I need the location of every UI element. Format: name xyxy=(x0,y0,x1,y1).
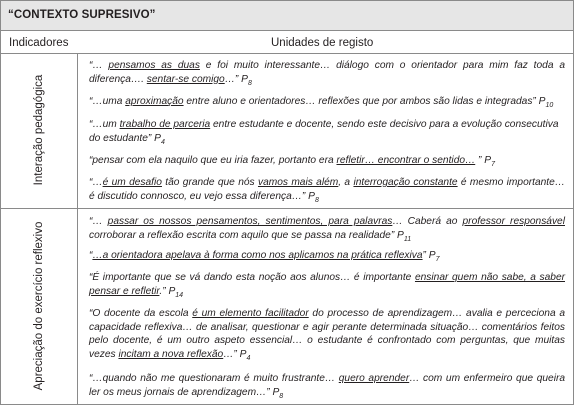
category-apreciacao: Apreciação do exercício reflexivo xyxy=(33,221,45,391)
table-title-bar xyxy=(1,1,573,31)
header-unidades: Unidades de registo xyxy=(271,37,374,49)
row-divider xyxy=(1,208,573,209)
unit-2: “…uma aproximação entre aluno e orientadores… reflexões que por ambos são lidas e integradas” $P_{10}$ xyxy=(89,96,554,109)
unit-9: “O docente da escola é um elemento facilitador do processo de aprendizagem… avalia e perceciona a capacidade reflexiva… de analisar, questionar e agir perante determinada situação… comentários feitos pelo docente, é um outro aspeto essencial… o estudante é confrontado com perguntas, que muitas vezes incitam a nova reflexão…” $P_4$ xyxy=(89,308,565,362)
category-interacao: Interação pedagógica xyxy=(33,74,45,186)
unit-6: “… passar os nossos pensamentos, sentimentos, para palavras… Caberá ao professor responsável corroborar a reflexão escrita com aquilo que se passa na realidade” $P_{11}$ xyxy=(89,216,565,243)
table-title: “CONTEXTO SUPRESIVO” xyxy=(8,9,156,21)
column-divider xyxy=(77,53,78,405)
unit-1: “… pensamos as duas e foi muito interessante… diálogo com o orientador para mim faz toda a diferença…. sentar-se comigo…” $P_8$ xyxy=(89,60,566,87)
unit-10: “…quando não me questionaram é muito frustrante… quero aprender… com um enfermeiro que queira ler os meus jornais de aprendizagem…” $P_8$ xyxy=(89,373,566,400)
unit-8: “É importante que se vá dando esta noção aos alunos… é importante ensinar quem não sabe, a saber pensar e refletir.” $P_{14}$ xyxy=(89,272,565,299)
unit-4: “pensar com ela naquilo que eu iria fazer, portanto era refletir… encontrar o sentido… ” $P_7$ xyxy=(89,155,495,168)
table-header xyxy=(1,31,573,54)
unit-5: “…é um desafio tão grande que nós vamos mais além, a interrogação constante é mesmo importante… é discutido connosco, eu vejo essa diferença…” $P_8$ xyxy=(89,177,565,204)
unit-3: “…um trabalho de parceria entre estudante e docente, sendo este decisivo para a evolução consecutiva do estudante” $P_4$ xyxy=(89,119,559,146)
header-indicadores: Indicadores xyxy=(9,37,69,49)
unit-7: “…a orientadora apelava à forma como nos aplicamos na prática reflexiva” $P_7$ xyxy=(89,250,440,263)
